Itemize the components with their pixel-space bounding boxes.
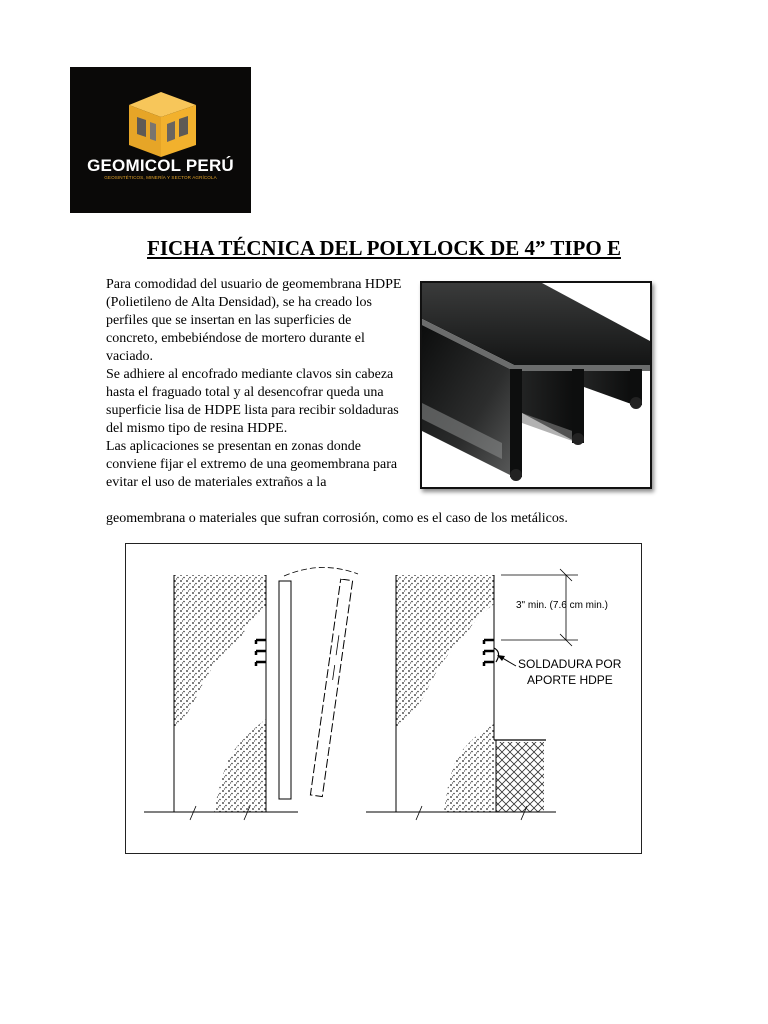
dimension-label: 3" min. (7.6 cm min.) <box>516 600 608 611</box>
logo-brand-name: GEOMICOL PERÚ <box>87 156 234 175</box>
weld-label-line2: APORTE HDPE <box>527 673 613 687</box>
paragraph-3-continuation: geomembrana o materiales que sufran corrosión, como es el caso de los metálicos. <box>106 511 568 526</box>
company-logo <box>70 67 251 213</box>
paragraph-1: Para comodidad del usuario de geomembrana HDPE (Polietileno de Alta Densidad), se ha creado los perfiles que se insertan en las superficies de concreto, embebiéndose de mortero durante el vaciado. <box>106 277 402 364</box>
paragraph-2: Se adhiere al encofrado mediante clavos sin cabeza hasta el fraguado total y al desencofrar queda una superficie lisa de HDPE lista para recibir soldaduras del mismo tipo de resina HDPE. <box>106 367 399 436</box>
left-formwork-diagram <box>144 567 358 820</box>
intro-text <box>106 276 406 492</box>
cube-logo-icon <box>70 67 251 213</box>
page-title: FICHA TÉCNICA DEL POLYLOCK DE 4” TIPO E <box>147 236 621 260</box>
paragraph-3: Las aplicaciones se presentan en zonas donde conviene fijar el extremo de una geomembrana para evitar el uso de materiales extraños a la <box>106 439 398 490</box>
weld-label-line1: SOLDADURA POR <box>518 657 622 671</box>
logo-tagline: GEOSINTÉTICOS, MINERÍA Y SECTOR AGRÍCOLA <box>104 175 217 180</box>
installation-diagram <box>125 543 642 854</box>
polylock-profile-image <box>420 281 652 489</box>
